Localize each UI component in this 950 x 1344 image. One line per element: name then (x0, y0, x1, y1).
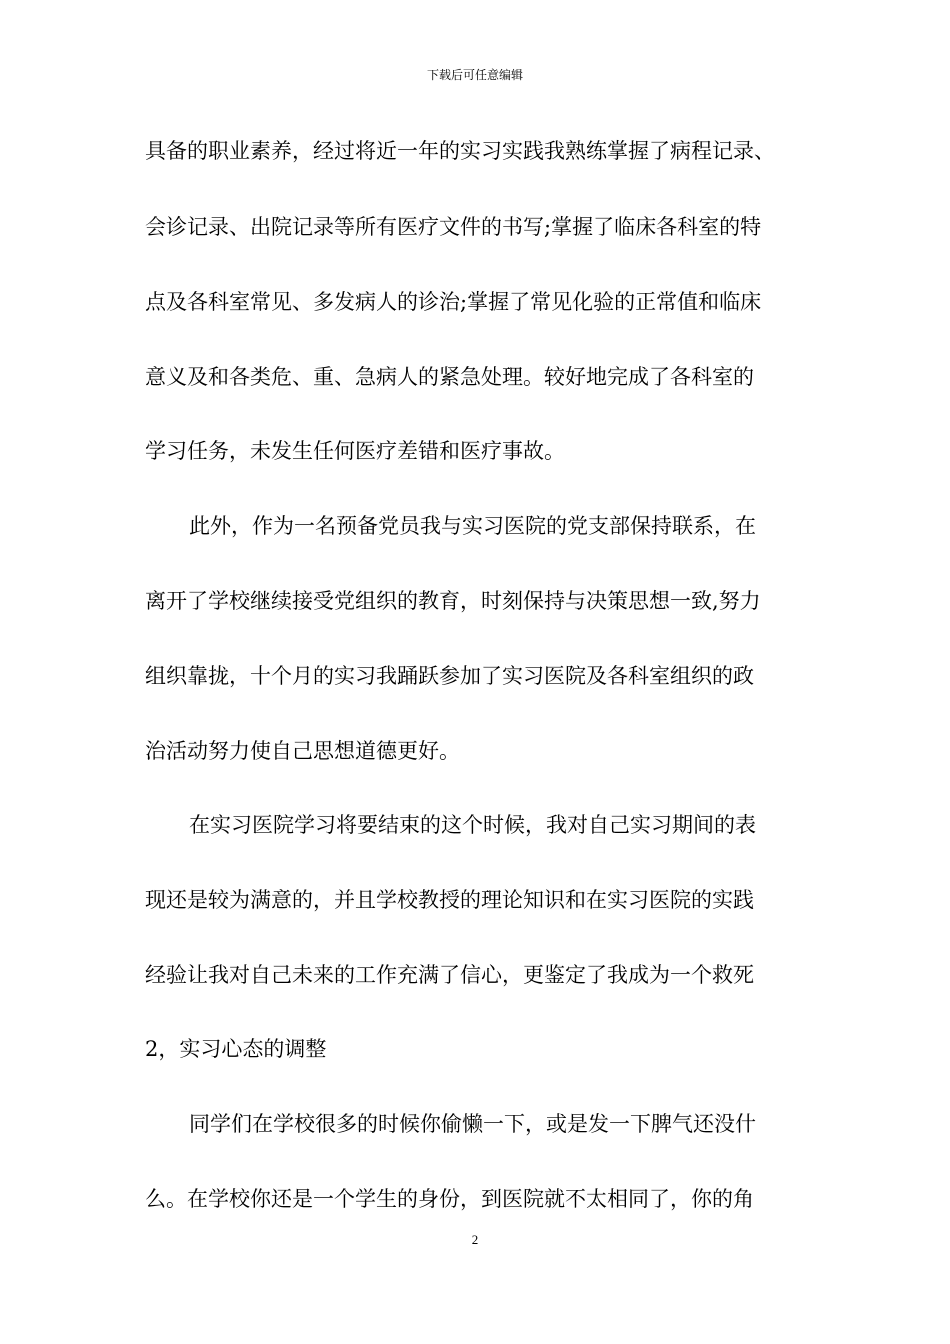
paragraph-start-line: 在实习医院学习将要结束的这个时候，我对自己实习期间的表 (189, 813, 756, 837)
paragraph-start-line: 同学们在学校很多的时候你偷懒一下，或是发一下脾气还没什 (189, 1112, 756, 1136)
page-number: 2 (471, 1232, 479, 1247)
page-header: 下载后可任意编辑 (426, 68, 523, 82)
body-line: 经验让我对自己未来的工作充满了信心，更鉴定了我成为一个救死 (145, 963, 754, 987)
body-line: 现还是较为满意的，并且学校教授的理论知识和在实习医院的实践 (145, 888, 754, 912)
body-line: 治活动努力使自己思想道德更好。 (145, 739, 460, 763)
body-line: 么。在学校你还是一个学生的身份，到医院就不太相同了，你的角 (145, 1187, 754, 1211)
body-line: 离开了学校继续接受党组织的教育，时刻保持与决策思想一致,努力 (145, 589, 761, 613)
section-heading: 2，实习心态的调整 (145, 1037, 327, 1061)
body-line: 会诊记录、出院记录等所有医疗文件的书写;掌握了临床各科室的特 (145, 215, 762, 239)
body-line: 点及各科室常见、多发病人的诊治;掌握了常见化验的正常值和临床 (145, 290, 762, 314)
body-line: 意义及和各类危、重、急病人的紧急处理。较好地完成了各科室的 (145, 365, 754, 389)
body-line: 组织靠拢，十个月的实习我踊跃参加了实习医院及各科室组织的政 (145, 664, 754, 688)
body-line: 具备的职业素养，经过将近一年的实习实践我熟练掌握了病程记录、 (145, 139, 775, 163)
paragraph-start-line: 此外，作为一名预备党员我与实习医院的党支部保持联系，在 (189, 514, 756, 538)
body-line: 学习任务，未发生任何医疗差错和医疗事故。 (145, 439, 565, 463)
